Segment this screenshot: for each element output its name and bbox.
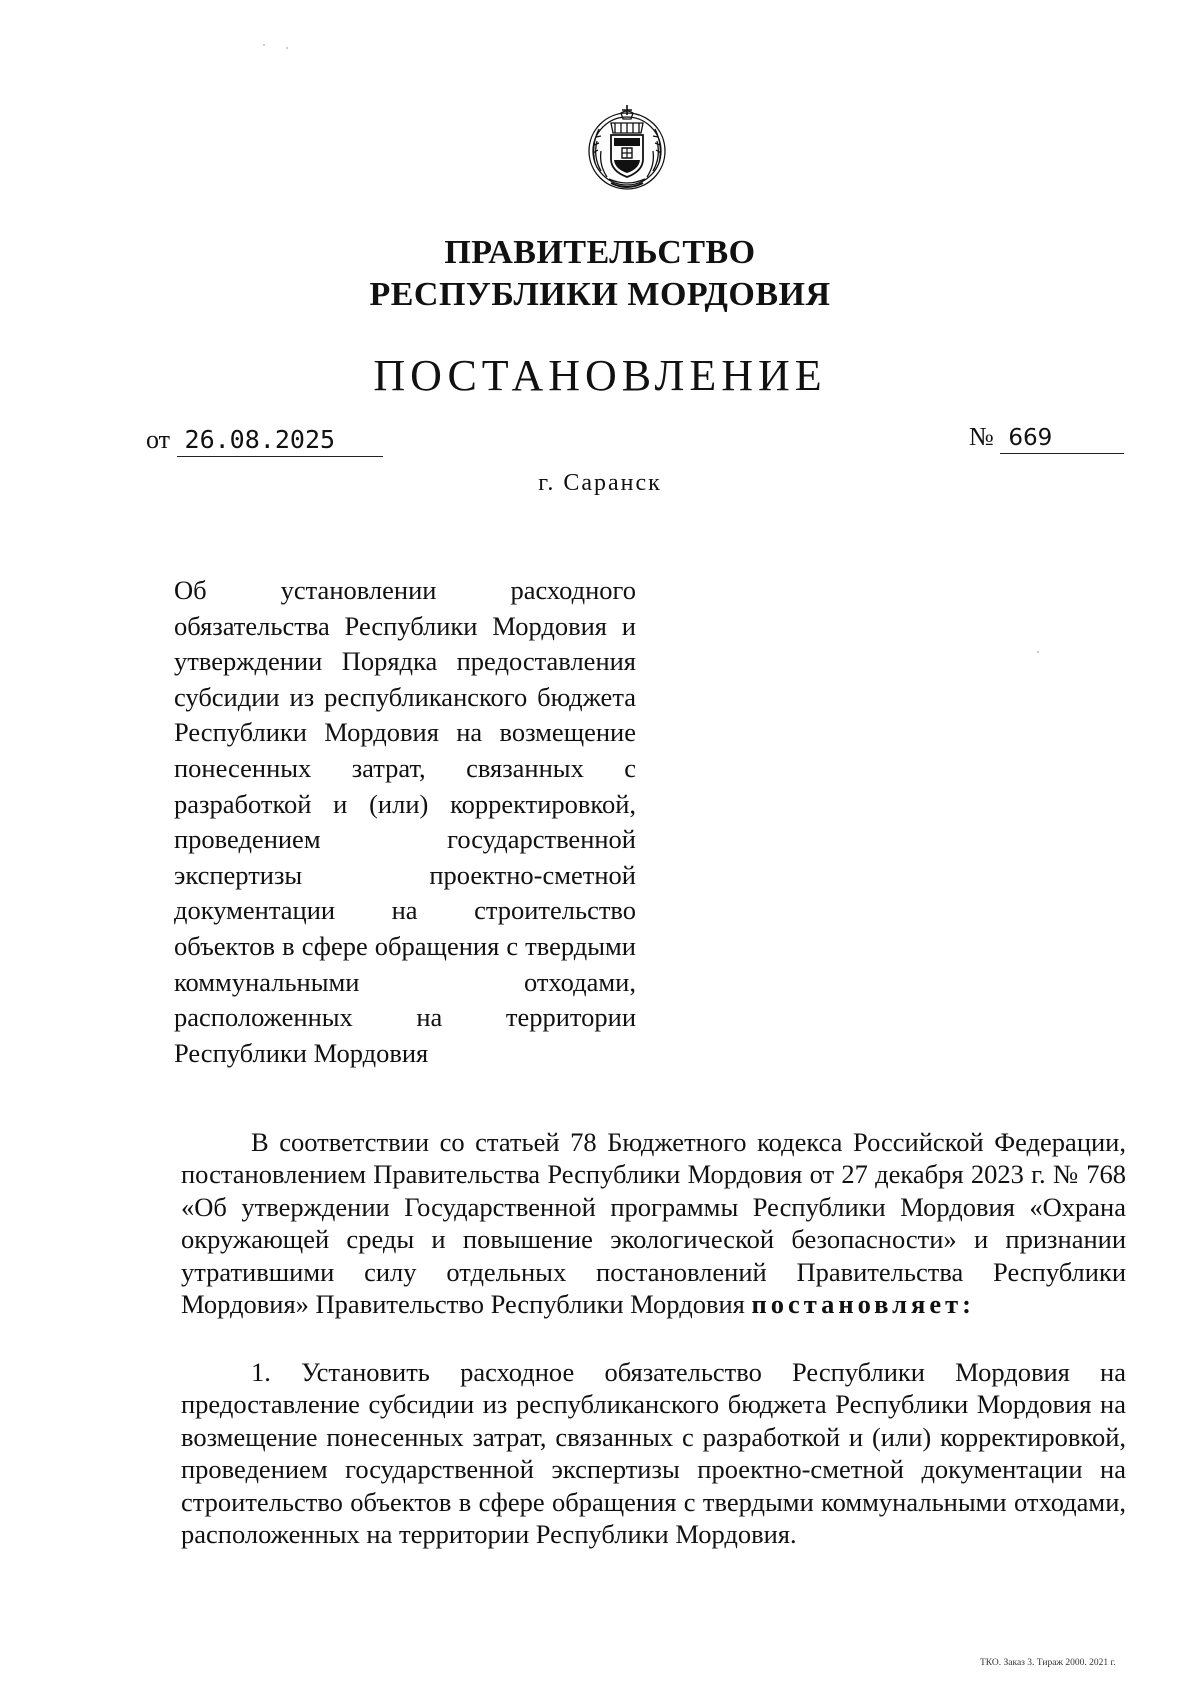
decree-word: постановляет: [751, 1289, 975, 1320]
document-subject: Об установлении расходного обязательства Республики Мордовия и утверждении Порядка предоставления субсидии из республиканского бюджета Республики Мордовия на возмещение понесенных затрат, связанных с разработкой и (или) корректировкой, проведением государственной экспертизы проектно-сметной документации на строительство объектов в сфере обращения с твердыми коммунальными отходами, расположенных на территории Республики Мордовия [174, 575, 636, 1068]
authority-title-line2: РЕСПУБЛИКИ МОРДОВИЯ [369, 276, 831, 313]
document-number [969, 422, 1124, 454]
print-info: ТКО. Заказ 3. Тираж 2000. 2021 г. [980, 1658, 1116, 1668]
document-type-heading: ПОСТАНОВЛЕНИЕ [373, 351, 827, 400]
item-1-paragraph: 1. Установить расходное обязательство Республики Мордовия на предоставление субсидии из республиканского бюджета Республики Мордовия на возмещение понесенных затрат, связанных с разработкой и (или) корректировкой, проведением государственной экспертизы проектно-сметной документации на строительство объектов в сфере обращения с твердыми коммунальными отходами, расположенных на территории Республики Мордовия. [181, 1357, 1126, 1550]
authority-title-line1: ПРАВИТЕЛЬСТВО [444, 234, 756, 271]
preamble-text: В соответствии со статьей 78 Бюджетного кодекса Российской Федерации, постановлением Правительства Республики Мордовия от 27 декабря 2023 г. № 768 «Об утверждении Государственной программы Республики Мордовия «Охрана окружающей среды и повышение экологической безопасности» и признании утратившими силу отдельных постановлений Правительства Республики Мордовия» Правительство Республики Мордовия [181, 1127, 1126, 1320]
date-value: 26.08.2025 [177, 425, 383, 457]
preamble-paragraph [181, 1126, 1126, 1320]
scan-speck [1037, 651, 1039, 653]
number-value: 669 [1000, 425, 1124, 454]
date-prefix: от [146, 425, 171, 454]
number-prefix: № [969, 422, 994, 451]
scan-speck [286, 47, 288, 49]
coat-of-arms-icon [581, 101, 673, 193]
document-city: г. Саранск [538, 470, 662, 496]
document-date [146, 425, 383, 457]
scan-speck [263, 44, 265, 46]
